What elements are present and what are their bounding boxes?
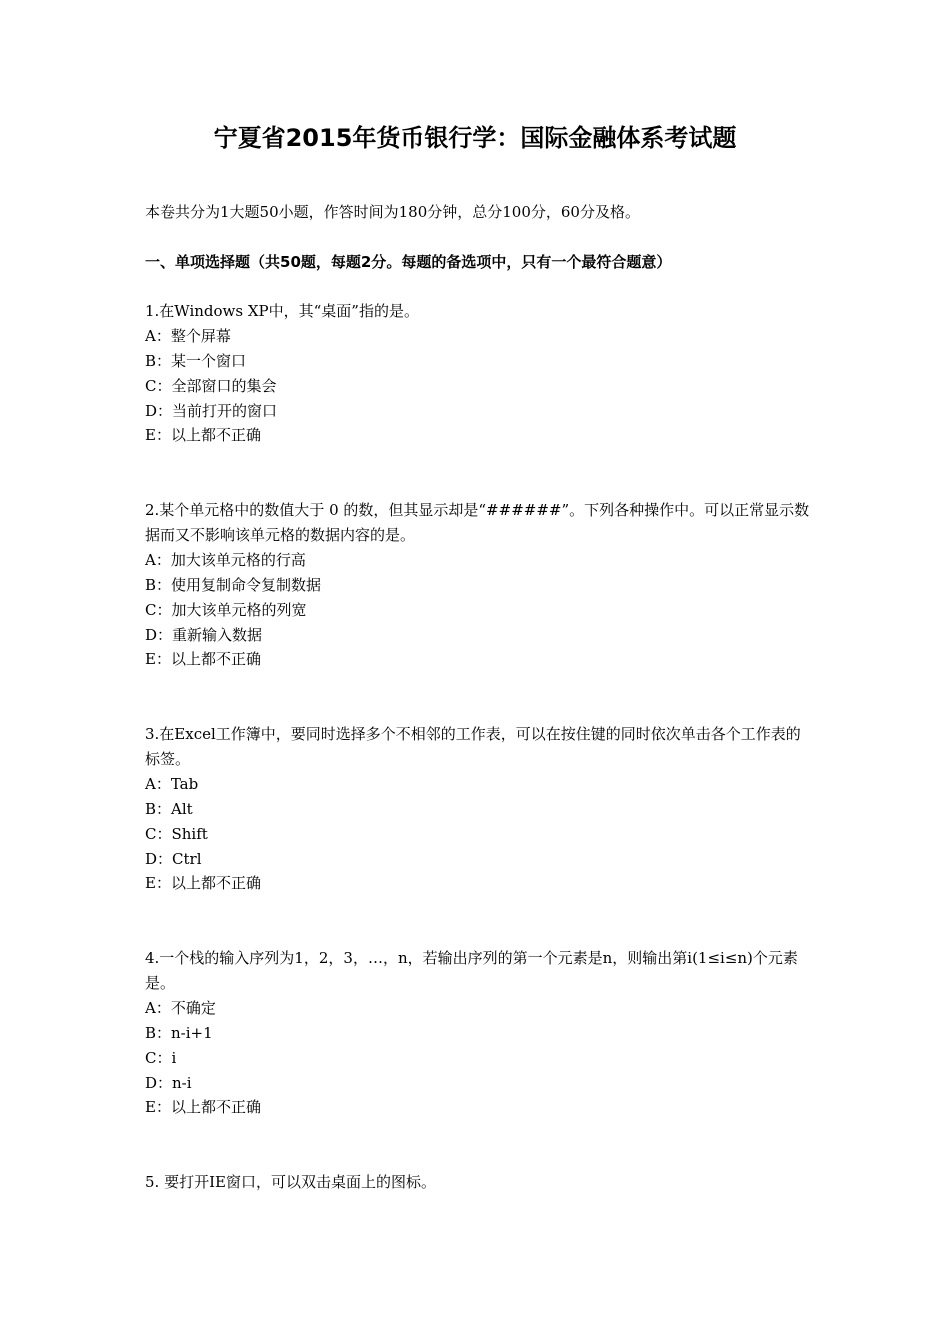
question-2-text: 2.某个单元格中的数值大于 0 的数，但其显示却是“######”。下列各种操作中。可以正常显示数据而又不影响该单元格的数据内容的是。 — [145, 501, 810, 544]
question-4-option-a: A：不确定 — [145, 999, 216, 1017]
question-5-text: 5. 要打开IE窗口，可以双击桌面上的图标。 — [145, 1173, 436, 1191]
question-2-option-a: A：加大该单元格的行高 — [145, 551, 306, 569]
question-1-option-e: E：以上都不正确 — [145, 426, 261, 444]
exam-intro: 本卷共分为1大题50小题，作答时间为180分钟，总分100分，60分及格。 — [145, 203, 640, 221]
question-1-option-d: D：当前打开的窗口 — [145, 402, 278, 420]
question-2-option-e: E：以上都不正确 — [145, 650, 261, 668]
question-4-option-d: D：n-i — [145, 1074, 192, 1092]
question-4-option-b: B：n-i+1 — [145, 1024, 213, 1042]
question-1-option-a: A：整个屏幕 — [145, 327, 231, 345]
question-3-option-d: D：Ctrl — [145, 850, 202, 868]
question-4-option-c: C：i — [145, 1049, 177, 1067]
question-3-option-b: B：Alt — [145, 800, 193, 818]
question-1-text: 1.在Windows XP中，其“桌面”指的是。 — [145, 302, 419, 320]
question-2-option-c: C：加大该单元格的列宽 — [145, 601, 307, 619]
question-1-option-b: B：某一个窗口 — [145, 352, 247, 370]
question-4-text: 4.一个栈的输入序列为1，2，3，…，n，若输出序列的第一个元素是n，则输出第i(1≤i≤n)个元素是。 — [145, 949, 798, 992]
question-2-option-d: D：重新输入数据 — [145, 626, 263, 644]
question-3-text: 3.在Excel工作簿中，要同时选择多个不相邻的工作表，可以在按住键的同时依次单击各个工作表的标签。 — [145, 725, 801, 768]
question-3-option-c: C：Shift — [145, 825, 208, 843]
question-4-option-e: E：以上都不正确 — [145, 1098, 261, 1116]
question-1-option-c: C：全部窗口的集会 — [145, 377, 277, 395]
document-title: 宁夏省2015年货币银行学：国际金融体系考试题 — [213, 124, 737, 152]
question-3-option-e: E：以上都不正确 — [145, 874, 261, 892]
question-3-option-a: A：Tab — [145, 775, 199, 793]
question-2-option-b: B：使用复制命令复制数据 — [145, 576, 322, 594]
section-heading: 一、单项选择题（共50题，每题2分。每题的备选项中，只有一个最符合题意） — [145, 253, 672, 271]
